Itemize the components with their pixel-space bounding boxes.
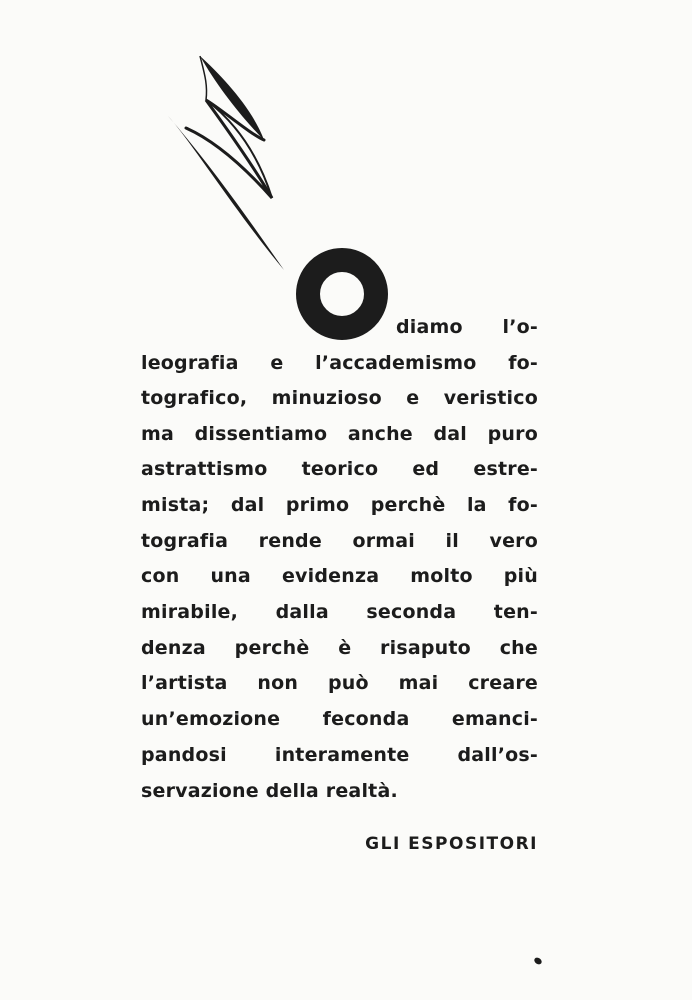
text-line-5: astrattismo teorico ed estre- xyxy=(141,458,538,480)
text-line-1: diamo l’o- xyxy=(396,316,538,338)
text-line-2: leografia e l’accademismo fo- xyxy=(141,352,538,374)
text-line-6: mista; dal primo perchè la fo- xyxy=(141,494,538,516)
ink-speck xyxy=(533,956,543,966)
signature: GLI ESPOSITORI xyxy=(365,834,538,854)
dropcap-o xyxy=(296,248,388,340)
text-line-11: l’artista non può mai creare xyxy=(141,672,538,694)
text-line-10: denza perchè è risaputo che xyxy=(141,637,538,659)
text-line-8: con una evidenza molto più xyxy=(141,565,538,587)
text-line-13: pandosi interamente dall’os- xyxy=(141,744,538,766)
text-line-3: tografico, minuzioso e veristico xyxy=(141,387,538,409)
text-line-9: mirabile, dalla seconda ten- xyxy=(141,601,538,623)
zigzag-ornament-icon xyxy=(160,48,300,278)
text-line-7: tografia rende ormai il vero xyxy=(141,530,538,552)
text-line-12: un’emozione feconda emanci- xyxy=(141,708,538,730)
text-line-14: servazione della realtà. xyxy=(141,780,398,802)
text-line-4: ma dissentiamo anche dal puro xyxy=(141,423,538,445)
